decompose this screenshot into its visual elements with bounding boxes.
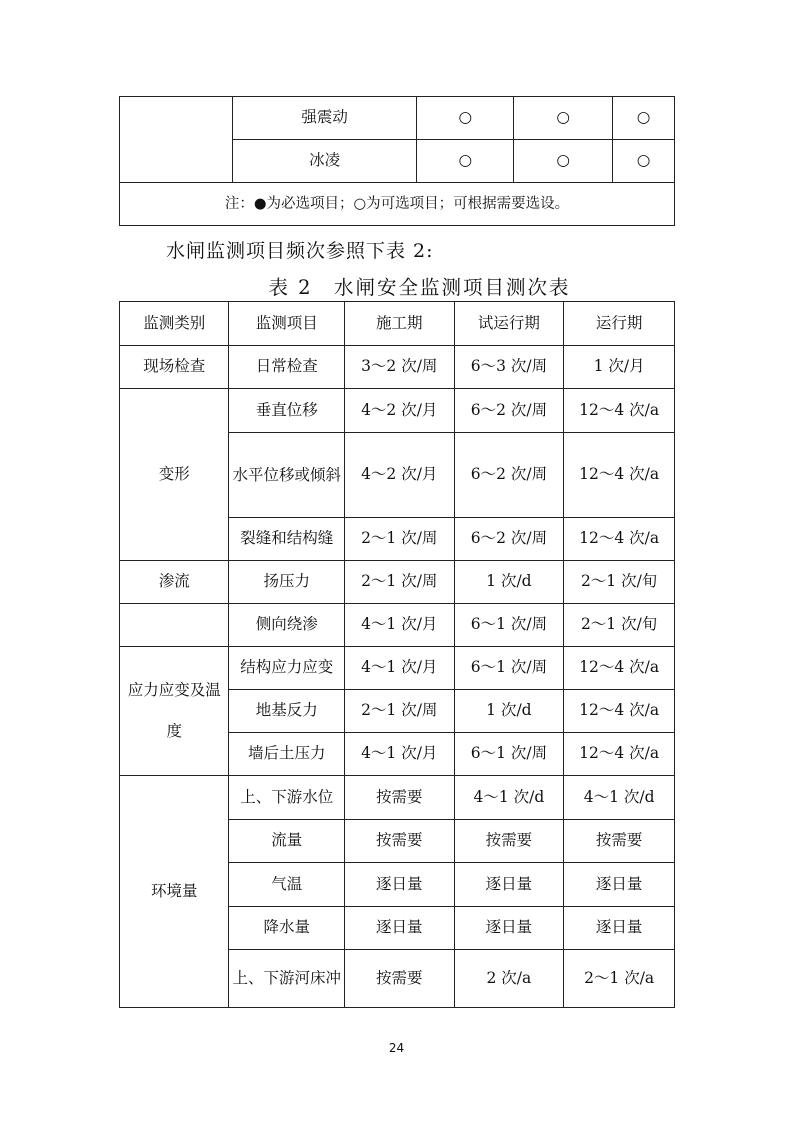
- monitoring-frequency-table: [119, 301, 675, 1008]
- optional-mark: ○: [417, 97, 514, 140]
- frequency-cell: 4～1 次/月: [344, 647, 454, 690]
- frequency-cell: 按需要: [344, 950, 454, 1008]
- frequency-cell: 逐日量: [564, 907, 675, 950]
- item-cell: 地基反力: [229, 690, 345, 733]
- category-cell: 环境量: [120, 776, 229, 1008]
- frequency-cell: 逐日量: [454, 907, 564, 950]
- frequency-cell: 4～1 次/d: [564, 776, 675, 820]
- table-row: [120, 561, 675, 604]
- table-row: [120, 346, 675, 389]
- frequency-cell: 3～2 次/周: [344, 346, 454, 389]
- optional-mark: ○: [613, 97, 675, 140]
- frequency-cell: 逐日量: [344, 907, 454, 950]
- item-cell: 上、下游水位: [229, 776, 345, 820]
- item-cell: 扬压力: [229, 561, 345, 604]
- table-row: [120, 647, 675, 690]
- item-cell: 水平位移或倾斜: [229, 433, 345, 518]
- item-cell: 流量: [229, 820, 345, 863]
- frequency-cell: 6～3 次/周: [454, 346, 564, 389]
- frequency-cell: 按需要: [344, 820, 454, 863]
- frequency-cell: 6～1 次/周: [454, 733, 564, 776]
- header-item: 监测项目: [229, 302, 345, 346]
- table-note-row: [120, 183, 675, 226]
- table-caption: 表 2 水闸安全监测项目测次表: [268, 276, 571, 299]
- frequency-cell: 2 次/a: [454, 950, 564, 1008]
- frequency-cell: 4～2 次/月: [344, 389, 454, 433]
- item-cell: 上、下游河床冲: [229, 950, 345, 1008]
- category-cell: 渗流: [120, 561, 229, 604]
- category-cell: [120, 604, 229, 647]
- intro-paragraph: 水闸监测项目频次参照下表 2:: [166, 240, 434, 262]
- optional-mark: ○: [613, 140, 675, 183]
- frequency-cell: 逐日量: [564, 863, 675, 907]
- frequency-cell: 按需要: [344, 776, 454, 820]
- header-construction: 施工期: [344, 302, 454, 346]
- frequency-cell: 1 次/d: [454, 561, 564, 604]
- frequency-cell: 4～1 次/月: [344, 604, 454, 647]
- frequency-cell: 4～2 次/月: [344, 433, 454, 518]
- frequency-cell: 6～2 次/周: [454, 518, 564, 561]
- table-note: 注：●为必选项目；○为可选项目；可根据需要选设。: [120, 183, 675, 226]
- table-row: [120, 389, 675, 433]
- item-cell: 冰凌: [232, 140, 417, 183]
- frequency-cell: 1 次/d: [454, 690, 564, 733]
- frequency-cell: 逐日量: [454, 863, 564, 907]
- optional-mark: ○: [514, 97, 613, 140]
- frequency-cell: 2～1 次/周: [344, 690, 454, 733]
- frequency-cell: 2～1 次/a: [564, 950, 675, 1008]
- table-row: [120, 776, 675, 820]
- frequency-cell: 12～4 次/a: [564, 733, 675, 776]
- item-cell: 侧向绕渗: [229, 604, 345, 647]
- optional-mark: ○: [514, 140, 613, 183]
- frequency-cell: 4～1 次/d: [454, 776, 564, 820]
- item-cell: 日常检查: [229, 346, 345, 389]
- frequency-cell: 逐日量: [344, 863, 454, 907]
- header-row: [120, 302, 675, 346]
- header-category: 监测类别: [120, 302, 229, 346]
- frequency-cell: 按需要: [454, 820, 564, 863]
- category-cell: [120, 97, 233, 183]
- frequency-cell: 12～4 次/a: [564, 647, 675, 690]
- frequency-cell: 12～4 次/a: [564, 690, 675, 733]
- category-cell: 应力应变及温度: [120, 647, 229, 776]
- category-cell: 现场检查: [120, 346, 229, 389]
- header-operation: 运行期: [564, 302, 675, 346]
- frequency-cell: 6～2 次/周: [454, 389, 564, 433]
- frequency-cell: 12～4 次/a: [564, 518, 675, 561]
- table-row: [120, 604, 675, 647]
- header-trial-operation: 试运行期: [454, 302, 564, 346]
- item-cell: 气温: [229, 863, 345, 907]
- item-cell: 裂缝和结构缝: [229, 518, 345, 561]
- frequency-cell: 12～4 次/a: [564, 433, 675, 518]
- item-cell: 墙后土压力: [229, 733, 345, 776]
- table-row: [120, 97, 675, 140]
- frequency-cell: 6～1 次/周: [454, 604, 564, 647]
- optional-mark: ○: [417, 140, 514, 183]
- frequency-cell: 2～1 次/旬: [564, 561, 675, 604]
- continued-monitoring-table: [119, 96, 675, 226]
- frequency-cell: 1 次/月: [564, 346, 675, 389]
- frequency-cell: 12～4 次/a: [564, 389, 675, 433]
- frequency-cell: 按需要: [564, 820, 675, 863]
- item-cell: 强震动: [232, 97, 417, 140]
- item-cell: 垂直位移: [229, 389, 345, 433]
- item-cell: 降水量: [229, 907, 345, 950]
- frequency-cell: 6～1 次/周: [454, 647, 564, 690]
- frequency-cell: 2～1 次/旬: [564, 604, 675, 647]
- item-cell: 结构应力应变: [229, 647, 345, 690]
- frequency-cell: 2～1 次/周: [344, 518, 454, 561]
- frequency-cell: 6～2 次/周: [454, 433, 564, 518]
- page-number: 24: [388, 1041, 405, 1055]
- frequency-cell: 4～1 次/月: [344, 733, 454, 776]
- category-cell: 变形: [120, 389, 229, 561]
- frequency-cell: 2～1 次/周: [344, 561, 454, 604]
